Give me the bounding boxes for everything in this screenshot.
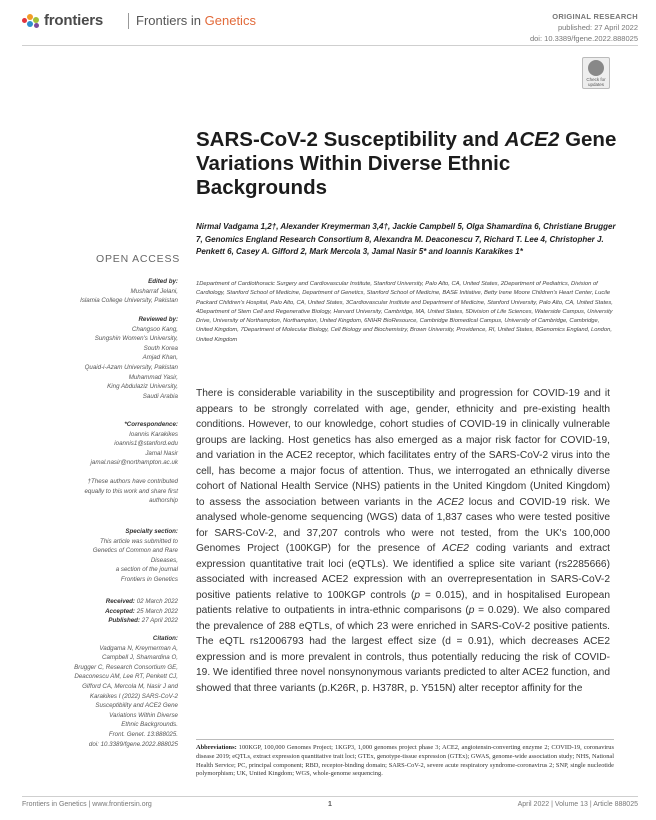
reviewer-line: Saudi Arabia bbox=[142, 392, 178, 400]
abstract-italic: p bbox=[414, 589, 421, 601]
specialty-line: a section of the journal bbox=[115, 566, 178, 574]
correspondent-name: Ioannis Karakikes bbox=[129, 430, 178, 438]
abstract-run: = 0.015), and in hospitalised European patients relative to outpatients in intra-ethnic comparisons ( bbox=[196, 589, 611, 616]
reviewer-line: King Abdulaziz University, bbox=[107, 383, 178, 391]
specialty-line: Diseases, bbox=[150, 556, 178, 564]
accepted-label: Accepted: bbox=[105, 607, 135, 615]
title-part: SARS-CoV-2 Susceptibility and bbox=[196, 128, 505, 151]
check-updates-label: Check for updates bbox=[586, 77, 606, 87]
abbreviations-rule bbox=[196, 739, 614, 740]
abstract-run: coding variants and extract expression quantitative trait loci (eQTLs). We identified a splice site variant (rs2285666) associated with increased ACE2 expression with an overrepresentation in SARS-CoV-2 positive patients relative to 100KGP controls ( bbox=[196, 543, 610, 601]
journal-field: Genetics bbox=[204, 13, 256, 28]
author-list: Nirmal Vadgama 1,2†, Alexander Kreymerman 3,4†, Jackie Campbell 5, Olga Shamardina 6, Christiane Brugger 7, Genomics England Research Consortium 8, Alexandra M. Deaconescu 7, Richard T. Lee 4, Christopher J. Penkett 6, Casey A. Gifford 2, Mark Mercola 3, Jamal Nasir 5* and Ioannis Karakikes 1* bbox=[196, 222, 616, 256]
correspondent-email-link[interactable]: jamal.nasir@northampton.ac.uk bbox=[90, 459, 178, 467]
abstract-run: locus and COVID-19 risk. We analysed whole-genome sequencing (WGS) data of 1,837 cases who were tested positive for SARS-CoV-2, and 37,207 controls who were not tested, from the UK's 100,000 Genomes Project (100KGP) for the presence of bbox=[196, 496, 610, 554]
citation-line: Deaconescu AM, Lee RT, Penkett CJ, bbox=[74, 673, 178, 681]
specialty-label: Specialty section: bbox=[125, 528, 178, 535]
correspondence-block bbox=[20, 420, 178, 468]
citation-line: Karakikes I (2022) SARS-CoV-2 bbox=[89, 692, 178, 700]
header-rule bbox=[22, 45, 638, 46]
received-date bbox=[20, 597, 178, 607]
published-label: Published: bbox=[108, 617, 141, 625]
citation-line: Variations Within Diverse bbox=[109, 711, 178, 719]
specialty-line: Genetics of Common and Rare bbox=[92, 547, 178, 555]
reviewer-line: Changsoo Kang, bbox=[131, 325, 178, 333]
citation-line: Front. Genet. 13:888025. bbox=[108, 730, 178, 738]
citation-label: Citation: bbox=[152, 635, 178, 642]
title-gene: ACE2 bbox=[504, 128, 560, 151]
specialty-line: Frontiers in Genetics bbox=[120, 575, 178, 583]
citation-doi-link[interactable]: doi: 10.3389/fgene.2022.888025 bbox=[88, 740, 178, 748]
open-access-label: OPEN ACCESS bbox=[96, 253, 181, 265]
note-line: †These authors have contributed bbox=[87, 478, 178, 485]
correspondent-email-link[interactable]: ioannis1@stanford.edu bbox=[114, 440, 178, 448]
reviewer-line: Sungshin Women's University, bbox=[94, 335, 178, 343]
journal-prefix: Frontiers in bbox=[136, 13, 205, 28]
abstract-italic: ACE2 bbox=[442, 543, 469, 554]
abbreviations-text: 100KGP, 100,000 Genomes Project; 1KGP3, 1,000 genomes project phase 3; ACE2, angiotensin-converting enzyme 2; COVID-19, coronavirus disease 2019; eQTLs, extract expression quantitative trait loci; GTEx, genotype-tissue expression (GTEx); GWAS, genome-wide association study; NHS, National Health Service; PC, principal component; RBD, receptor-binding domain; SARS-CoV-2, severe acute respiratory syndrome-coronavirus 2; SNP, single nucleotide polymorphism; UK, United Kingdom; WGS, whole-genome sequencing. bbox=[196, 744, 614, 778]
note-line: authorship bbox=[149, 497, 178, 505]
footer-journal-link[interactable]: Frontiers in Genetics | www.frontiersin.org bbox=[22, 801, 152, 808]
correspondence-label: *Correspondence: bbox=[124, 421, 178, 428]
published-date-sidebar bbox=[20, 616, 178, 626]
received-value: 02 March 2022 bbox=[136, 598, 178, 605]
brand-name[interactable]: frontiers bbox=[44, 12, 104, 29]
abbreviations-label: Abbreviations: bbox=[196, 744, 237, 751]
reviewer-line: Muhammad Yasir, bbox=[128, 373, 178, 381]
frontiers-logo-icon bbox=[22, 14, 40, 28]
reviewed-by-label: Reviewed by: bbox=[138, 316, 178, 323]
affiliations: 1Department of Cardiothoracic Surgery and Cardiovascular Institute, Stanford University, Palo Alto, CA, United States, 2Department of Pediatrics, Division of Cardiology, Stanford School of Medicine, Department of Genetics, Stanford School of Medicine, BASE Initiative, Betty Irene Moore Children's Heart Center, Lucile Packard Children's Hospital, Palo Alto, CA, United States, 3Cardiovascular Institute and Department of Medicine, Stanford University, Palo Alto, CA, United States, 4Department of Stem Cell and Regenerative Biology, Harvard University, Cambridge, MA, United States, 5Division of Life Sciences, Waterside Campus, University Drive, University of Northampton, Northampton, United Kingdom, 6NIHR BioResource, Cambridge Biomedical Campus, University of Cambridge, Cambridge, United Kingdom, 7Department of Molecular Biology, Cell Biology and Biochemistry, Brown University, Providence, RI, United States, 8Genomics England, London, United Kingdom bbox=[196, 281, 613, 343]
abstract-italic: ACE2 bbox=[437, 496, 464, 508]
title-part: Gene Variations Within Diverse Ethnic Backgrounds bbox=[196, 128, 617, 199]
reviewer-line: Quaid-i-Azam University, Pakistan bbox=[84, 363, 178, 371]
check-updates-icon bbox=[588, 60, 604, 76]
reviewer-line: Amjad Khan, bbox=[142, 354, 178, 362]
specialty-line: This article was submitted to bbox=[99, 537, 178, 545]
edited-by-label: Edited by: bbox=[148, 278, 178, 285]
citation-line: Gifford CA, Mercola M, Nasir J and bbox=[82, 682, 178, 690]
citation-line: Campbell J, Shamardina O, bbox=[101, 654, 178, 662]
published-value: 27 April 2022 bbox=[141, 617, 178, 625]
logo-dot bbox=[34, 23, 39, 28]
abbreviations bbox=[196, 744, 614, 779]
received-label: Received: bbox=[105, 598, 135, 605]
accepted-value: 25 March 2022 bbox=[136, 607, 178, 615]
reviewed-by-block bbox=[20, 315, 178, 401]
abstract-italic: p bbox=[468, 605, 475, 616]
accepted-date bbox=[20, 607, 178, 617]
correspondent-name: Jamal Nasir bbox=[145, 449, 178, 457]
dates-block bbox=[20, 597, 178, 626]
brand-divider bbox=[128, 13, 129, 29]
article-doi[interactable]: doi: 10.3389/fgene.2022.888025 bbox=[529, 34, 638, 43]
note-line: equally to this work and share first bbox=[84, 487, 178, 495]
check-for-updates-button[interactable] bbox=[582, 57, 610, 89]
citation-line: Ethnic Backgrounds. bbox=[121, 721, 178, 729]
page-number: 1 bbox=[328, 801, 332, 808]
citation-line: Brugger C, Research Consortium GE, bbox=[74, 663, 178, 671]
abstract-run: There is considerable variability in the susceptibility and progression for COVID-19 and it appears to be strongly correlated with age, gender, ethnicity and pre-existing health conditions. However, to our knowledge, cohort studies of COVID-19 in clinically vulnerable groups are lacking. Host genetics has also emerged as a major risk factor for COVID-19, and variation in the ACE2 receptor, which facilitates entry of the SARS-CoV-2 virus into the cell, has become a major focus of attention. Thus, we interrogated an ethnically diverse cohort of National Health Service (NHS) patients in the United Kingdom (United Kingdom) to assess the association between variants in the bbox=[196, 388, 610, 508]
edited-by-block bbox=[20, 277, 178, 306]
citation-line: Susceptibility and ACE2 Gene bbox=[95, 702, 178, 710]
abstract-text bbox=[196, 386, 610, 696]
reviewer-line: South Korea bbox=[143, 344, 178, 352]
article-type: ORIGINAL RESEARCH bbox=[552, 12, 638, 21]
specialty-section-block bbox=[20, 527, 178, 585]
editor-line: Islamia College University, Pakistan bbox=[80, 297, 178, 305]
article-title bbox=[196, 128, 626, 200]
logo-dot bbox=[27, 21, 33, 27]
citation-line: Vadgama N, Kreymerman A, bbox=[99, 644, 178, 652]
editor-line: Musharraf Jelani, bbox=[130, 287, 178, 295]
footer-volume: April 2022 | Volume 13 | Article 888025 bbox=[517, 801, 638, 808]
citation-block bbox=[20, 634, 178, 749]
published-date: published: 27 April 2022 bbox=[557, 23, 638, 32]
article-meta bbox=[530, 11, 638, 44]
abstract-run: = 0.029). We also compared the prevalence of 288 eQTLs, of which 23 were enriched in SARS-CoV-2 positive patients. The eQTL rs12006793 had the largest effect size (d = 0.91), which decreases ACE2 expression and is more prevalent in controls, thus potentially reducing the risk of COVID-19. We identified three novel nonsynonymous variants predicted to alter ACE2 function, and showed that three variants (p.K26R, p. H378R, p. Y515N) alter receptor affinity for the bbox=[196, 605, 610, 694]
footer-rule bbox=[22, 796, 638, 797]
journal-name[interactable] bbox=[136, 13, 256, 28]
equal-contribution-note bbox=[20, 477, 178, 506]
